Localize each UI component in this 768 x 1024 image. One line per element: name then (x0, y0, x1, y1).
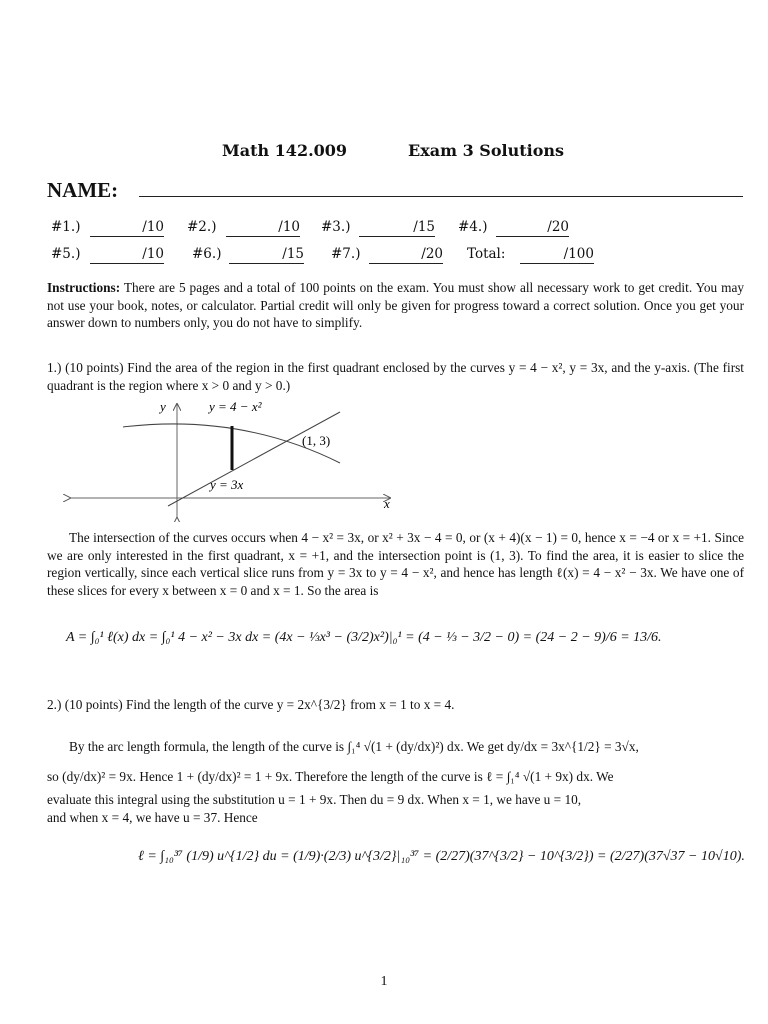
problem2-line1: By the arc length formula, the length of the curve is ∫₁⁴ √(1 + (dy/dx)²) dx. We get dy/dx = 3x^{1/2} = 3√x, (69, 739, 639, 754)
score-label-4: #4.) (458, 219, 488, 235)
x-axis-label: x (384, 496, 390, 511)
score-blank-total: /100 (520, 246, 594, 264)
score-blank-1: /10 (90, 219, 164, 237)
score-blank-7: /20 (369, 246, 443, 264)
score-label-7: #7.) (331, 246, 361, 262)
score-blank-6: /15 (229, 246, 304, 264)
line-curve (168, 412, 340, 506)
y-axis-label: y (160, 399, 166, 414)
page-number: 1 (380, 974, 388, 989)
score-label-5: #5.) (51, 246, 81, 262)
problem1-statement: 1.) (10 points) Find the area of the region in the first quadrant enclosed by the curves y = 4 − x², y = 3x, and the y-axis. (The first quadrant is the region where x > 0 and y > 0.) (47, 360, 744, 393)
problem1-equation: A = ∫₀¹ ℓ(x) dx = ∫₀¹ 4 − x² − 3x dx = (4x − ⅓x³ − (3/2)x²)|₀¹ = (4 − ⅓ − 3/2 − 0) = (24 − 2 − 9)/6 = 13/6. (66, 630, 662, 645)
score-label-6: #6.) (192, 246, 222, 262)
instructions (47, 279, 744, 332)
parabola-label: y = 4 − x² (209, 399, 262, 414)
score-blank-2: /10 (226, 219, 300, 237)
score-label-3: #3.) (321, 219, 351, 235)
score-label-1: #1.) (51, 219, 81, 235)
problem2-line3: evaluate this integral using the substitution u = 1 + 9x. Then du = 9 dx. When x = 1, we have u = 10, (47, 792, 582, 807)
problem1-solution: The intersection of the curves occurs when 4 − x² = 3x, or x² + 3x − 4 = 0, or (x + 4)(x − 1) = 0, hence x = −4 or x = +1. Since we are only interested in the first quadrant, x = +1, and the intersection point is (1, 3). To find the area, it is easier to slice the region vertically, since each vertical slice runs from y = 3x to y = 4 − x², and hence has length ℓ(x) = 4 − x² − 3x. We have one of these slices for every x between x = 0 and x = 1. So the area is (47, 530, 744, 598)
instructions-text: There are 5 pages and a total of 100 points on the exam. You must show all necessary work to get credit. You may not use your book, notes, or calculator. Partial credit will only be given for progress toward a correct solution. Once you get your answer down to numbers only, you do not have to simplify. (47, 280, 744, 331)
problem2-line2: so (dy/dx)² = 9x. Hence 1 + (dy/dx)² = 1 + 9x. Therefore the length of the curve is ℓ = ∫₁⁴ √(1 + 9x) dx. We (47, 769, 614, 784)
problem2-statement: 2.) (10 points) Find the length of the curve y = 2x^{3/2} from x = 1 to x = 4. (47, 697, 455, 712)
line-label: y = 3x (210, 477, 244, 492)
score-blank-4: /20 (496, 219, 569, 237)
course-title: Math 142.009 (222, 141, 348, 160)
intersection-label: (1, 3) (302, 433, 331, 448)
score-label-total: Total: (467, 246, 506, 262)
instructions-heading: Instructions: (47, 280, 121, 295)
name-label: NAME: (47, 178, 119, 202)
exam-title: Exam 3 Solutions (408, 141, 565, 160)
score-blank-3: /15 (359, 219, 435, 237)
problem1-figure (60, 396, 410, 522)
name-field-line (139, 196, 743, 197)
problem2-equation: ℓ = ∫₁₀³⁷ (1/9) u^{1/2} du = (1/9)·(2/3) u^{3/2}|₁₀³⁷ = (2/27)(37^{3/2} − 10^{3/2}) = (2/27)(37√37 − 10√10). (138, 849, 745, 864)
problem2-line4: and when x = 4, we have u = 37. Hence (47, 810, 258, 825)
score-label-2: #2.) (187, 219, 217, 235)
score-blank-5: /10 (90, 246, 164, 264)
